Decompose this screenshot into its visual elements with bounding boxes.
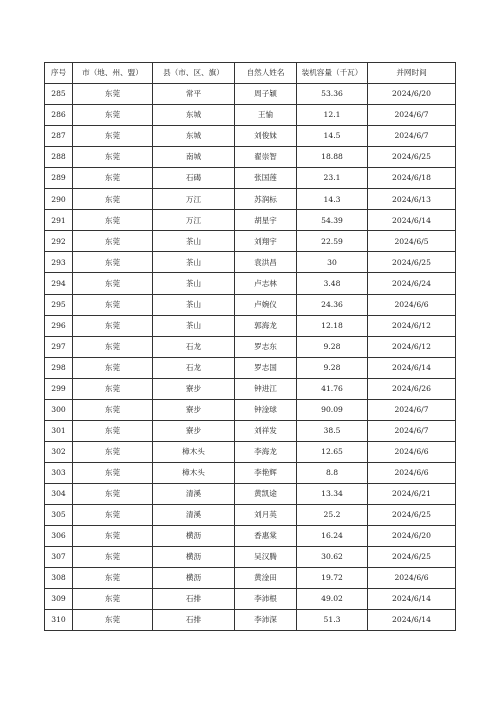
cell-city: 东莞 — [73, 147, 153, 168]
cell-city: 东莞 — [73, 462, 153, 483]
header-person-name: 自然人姓名 — [235, 63, 297, 84]
cell-city: 东莞 — [73, 547, 153, 568]
cell-county: 茶山 — [153, 252, 235, 273]
header-installed-capacity: 装机容量（千瓦） — [297, 63, 368, 84]
cell-serial-number: 305 — [45, 504, 73, 525]
cell-grid-connection-date: 2024/6/12 — [368, 336, 456, 357]
cell-serial-number: 288 — [45, 147, 73, 168]
cell-person-name: 卢婉仪 — [235, 294, 297, 315]
table-row — [45, 547, 456, 568]
cell-grid-connection-date: 2024/6/25 — [368, 547, 456, 568]
cell-grid-connection-date: 2024/6/25 — [368, 147, 456, 168]
table-row — [45, 568, 456, 589]
cell-city: 东莞 — [73, 589, 153, 610]
cell-person-name: 翟崇智 — [235, 147, 297, 168]
table-row — [45, 168, 456, 189]
cell-county: 常平 — [153, 84, 235, 105]
cell-person-name: 卢志林 — [235, 273, 297, 294]
cell-county: 石排 — [153, 589, 235, 610]
cell-county: 石排 — [153, 610, 235, 631]
cell-person-name: 李沛根 — [235, 589, 297, 610]
cell-installed-capacity: 90.09 — [297, 399, 368, 420]
cell-county: 横沥 — [153, 547, 235, 568]
cell-person-name: 钟进江 — [235, 378, 297, 399]
cell-person-name: 王愉 — [235, 105, 297, 126]
table-row — [45, 399, 456, 420]
cell-county: 石龙 — [153, 357, 235, 378]
cell-grid-connection-date: 2024/6/7 — [368, 126, 456, 147]
cell-serial-number: 295 — [45, 294, 73, 315]
cell-installed-capacity: 53.36 — [297, 84, 368, 105]
cell-installed-capacity: 30.62 — [297, 547, 368, 568]
cell-installed-capacity: 12.65 — [297, 441, 368, 462]
cell-installed-capacity: 12.1 — [297, 105, 368, 126]
cell-grid-connection-date: 2024/6/14 — [368, 610, 456, 631]
table-row — [45, 526, 456, 547]
cell-person-name: 刘俊妹 — [235, 126, 297, 147]
cell-city: 东莞 — [73, 483, 153, 504]
cell-installed-capacity: 16.24 — [297, 526, 368, 547]
cell-person-name: 吴汉腾 — [235, 547, 297, 568]
cell-county: 清溪 — [153, 483, 235, 504]
cell-grid-connection-date: 2024/6/6 — [368, 441, 456, 462]
cell-city: 东莞 — [73, 315, 153, 336]
cell-grid-connection-date: 2024/6/20 — [368, 84, 456, 105]
cell-city: 东莞 — [73, 357, 153, 378]
cell-person-name: 李沛深 — [235, 610, 297, 631]
table-row — [45, 189, 456, 210]
cell-serial-number: 303 — [45, 462, 73, 483]
cell-person-name: 李海龙 — [235, 441, 297, 462]
cell-county: 万江 — [153, 210, 235, 231]
cell-serial-number: 292 — [45, 231, 73, 252]
cell-grid-connection-date: 2024/6/20 — [368, 526, 456, 547]
table-header-row — [45, 63, 456, 84]
cell-grid-connection-date: 2024/6/14 — [368, 210, 456, 231]
cell-grid-connection-date: 2024/6/18 — [368, 168, 456, 189]
cell-installed-capacity: 30 — [297, 252, 368, 273]
cell-serial-number: 287 — [45, 126, 73, 147]
table-row — [45, 147, 456, 168]
cell-person-name: 胡星宇 — [235, 210, 297, 231]
cell-serial-number: 290 — [45, 189, 73, 210]
table-row — [45, 378, 456, 399]
cell-city: 东莞 — [73, 105, 153, 126]
header-grid-connection-date: 并网时间 — [368, 63, 456, 84]
cell-county: 樟木头 — [153, 441, 235, 462]
grid-connection-table — [44, 62, 456, 631]
table-row — [45, 589, 456, 610]
cell-city: 东莞 — [73, 568, 153, 589]
cell-serial-number: 301 — [45, 420, 73, 441]
cell-grid-connection-date: 2024/6/6 — [368, 294, 456, 315]
cell-person-name: 刘祥发 — [235, 420, 297, 441]
cell-city: 东莞 — [73, 231, 153, 252]
cell-installed-capacity: 25.2 — [297, 504, 368, 525]
table-row — [45, 294, 456, 315]
cell-county: 茶山 — [153, 315, 235, 336]
cell-city: 东莞 — [73, 610, 153, 631]
table-row — [45, 357, 456, 378]
cell-person-name: 苏润标 — [235, 189, 297, 210]
cell-city: 东莞 — [73, 168, 153, 189]
cell-city: 东莞 — [73, 399, 153, 420]
cell-county: 茶山 — [153, 231, 235, 252]
cell-person-name: 黄凯途 — [235, 483, 297, 504]
cell-grid-connection-date: 2024/6/26 — [368, 378, 456, 399]
cell-city: 东莞 — [73, 189, 153, 210]
table-row — [45, 420, 456, 441]
cell-county: 横沥 — [153, 526, 235, 547]
cell-grid-connection-date: 2024/6/24 — [368, 273, 456, 294]
cell-serial-number: 291 — [45, 210, 73, 231]
cell-installed-capacity: 12.18 — [297, 315, 368, 336]
cell-person-name: 黄淦田 — [235, 568, 297, 589]
cell-county: 横沥 — [153, 568, 235, 589]
table-body — [45, 84, 456, 631]
cell-county: 清溪 — [153, 504, 235, 525]
cell-person-name: 张国莲 — [235, 168, 297, 189]
cell-person-name: 袁洪昌 — [235, 252, 297, 273]
cell-person-name: 刘月英 — [235, 504, 297, 525]
cell-serial-number: 300 — [45, 399, 73, 420]
cell-serial-number: 298 — [45, 357, 73, 378]
cell-county: 万江 — [153, 189, 235, 210]
table-row — [45, 610, 456, 631]
cell-city: 东莞 — [73, 210, 153, 231]
cell-city: 东莞 — [73, 336, 153, 357]
cell-grid-connection-date: 2024/6/12 — [368, 315, 456, 336]
cell-person-name: 郭海龙 — [235, 315, 297, 336]
table-row — [45, 252, 456, 273]
cell-grid-connection-date: 2024/6/6 — [368, 462, 456, 483]
cell-installed-capacity: 24.36 — [297, 294, 368, 315]
table-row — [45, 84, 456, 105]
cell-grid-connection-date: 2024/6/6 — [368, 568, 456, 589]
cell-serial-number: 299 — [45, 378, 73, 399]
cell-grid-connection-date: 2024/6/7 — [368, 420, 456, 441]
cell-serial-number: 296 — [45, 315, 73, 336]
cell-installed-capacity: 23.1 — [297, 168, 368, 189]
cell-grid-connection-date: 2024/6/14 — [368, 357, 456, 378]
header-county: 县（市、区、旗） — [153, 63, 235, 84]
cell-serial-number: 294 — [45, 273, 73, 294]
cell-city: 东莞 — [73, 294, 153, 315]
cell-serial-number: 306 — [45, 526, 73, 547]
header-serial-number: 序号 — [45, 63, 73, 84]
cell-installed-capacity: 38.5 — [297, 420, 368, 441]
cell-grid-connection-date: 2024/6/7 — [368, 105, 456, 126]
cell-city: 东莞 — [73, 378, 153, 399]
cell-installed-capacity: 41.76 — [297, 378, 368, 399]
cell-person-name: 罗志东 — [235, 336, 297, 357]
cell-person-name: 周子颖 — [235, 84, 297, 105]
cell-county: 樟木头 — [153, 462, 235, 483]
cell-city: 东莞 — [73, 504, 153, 525]
cell-county: 东城 — [153, 105, 235, 126]
cell-county: 南城 — [153, 147, 235, 168]
table-row — [45, 504, 456, 525]
cell-county: 茶山 — [153, 294, 235, 315]
cell-serial-number: 307 — [45, 547, 73, 568]
cell-installed-capacity: 9.28 — [297, 336, 368, 357]
table-row — [45, 462, 456, 483]
table-row — [45, 336, 456, 357]
cell-installed-capacity: 9.28 — [297, 357, 368, 378]
cell-serial-number: 309 — [45, 589, 73, 610]
cell-person-name: 钟淦球 — [235, 399, 297, 420]
cell-grid-connection-date: 2024/6/14 — [368, 589, 456, 610]
cell-grid-connection-date: 2024/6/25 — [368, 504, 456, 525]
header-city: 市（地、州、盟） — [73, 63, 153, 84]
cell-person-name: 罗志国 — [235, 357, 297, 378]
cell-installed-capacity: 3.48 — [297, 273, 368, 294]
cell-city: 东莞 — [73, 252, 153, 273]
cell-installed-capacity: 13.34 — [297, 483, 368, 504]
cell-installed-capacity: 49.02 — [297, 589, 368, 610]
cell-county: 东城 — [153, 126, 235, 147]
cell-serial-number: 297 — [45, 336, 73, 357]
cell-county: 寮步 — [153, 378, 235, 399]
cell-person-name: 香惠棠 — [235, 526, 297, 547]
cell-city: 东莞 — [73, 84, 153, 105]
cell-city: 东莞 — [73, 441, 153, 462]
table-row — [45, 273, 456, 294]
cell-serial-number: 310 — [45, 610, 73, 631]
cell-person-name: 刘翔宇 — [235, 231, 297, 252]
cell-county: 寮步 — [153, 399, 235, 420]
cell-installed-capacity: 19.72 — [297, 568, 368, 589]
cell-installed-capacity: 22.59 — [297, 231, 368, 252]
cell-installed-capacity: 54.39 — [297, 210, 368, 231]
cell-person-name: 李艳辉 — [235, 462, 297, 483]
cell-installed-capacity: 14.3 — [297, 189, 368, 210]
cell-serial-number: 286 — [45, 105, 73, 126]
cell-county: 石碣 — [153, 168, 235, 189]
cell-installed-capacity: 14.5 — [297, 126, 368, 147]
table-row — [45, 105, 456, 126]
cell-city: 东莞 — [73, 526, 153, 547]
cell-serial-number: 289 — [45, 168, 73, 189]
cell-grid-connection-date: 2024/6/7 — [368, 399, 456, 420]
cell-county: 茶山 — [153, 273, 235, 294]
cell-serial-number: 302 — [45, 441, 73, 462]
cell-installed-capacity: 8.8 — [297, 462, 368, 483]
table-row — [45, 315, 456, 336]
cell-county: 寮步 — [153, 420, 235, 441]
cell-city: 东莞 — [73, 273, 153, 294]
cell-serial-number: 304 — [45, 483, 73, 504]
table-row — [45, 441, 456, 462]
table-row — [45, 126, 456, 147]
cell-city: 东莞 — [73, 126, 153, 147]
table-row — [45, 231, 456, 252]
cell-grid-connection-date: 2024/6/25 — [368, 252, 456, 273]
cell-serial-number: 293 — [45, 252, 73, 273]
cell-installed-capacity: 18.88 — [297, 147, 368, 168]
cell-serial-number: 285 — [45, 84, 73, 105]
table-row — [45, 483, 456, 504]
cell-grid-connection-date: 2024/6/21 — [368, 483, 456, 504]
cell-installed-capacity: 51.3 — [297, 610, 368, 631]
table-row — [45, 210, 456, 231]
cell-grid-connection-date: 2024/6/5 — [368, 231, 456, 252]
cell-city: 东莞 — [73, 420, 153, 441]
cell-county: 石龙 — [153, 336, 235, 357]
cell-serial-number: 308 — [45, 568, 73, 589]
cell-grid-connection-date: 2024/6/13 — [368, 189, 456, 210]
